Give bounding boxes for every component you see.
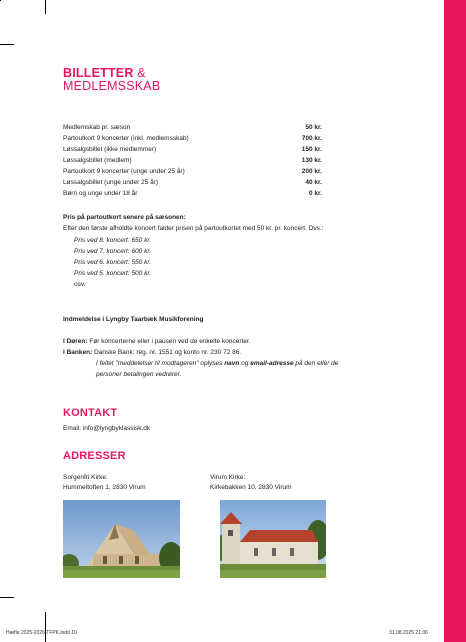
membership-note-line2: personer betalingen vedrører. <box>96 371 182 378</box>
footer-file-info: Hæfte 2025-2026 TFPK.indd 10 <box>6 630 77 636</box>
note-post: på den eller de <box>293 360 339 367</box>
virum-church-photo <box>220 500 326 578</box>
price-label: Medlemskab pr. sæson <box>63 124 131 131</box>
bank-label: I Banken: <box>63 349 93 356</box>
season-price-intro: Efter den første afholdte koncert falder prisen på partoutkortet med 50 kr. pr. koncert. Dvs.: <box>63 225 324 232</box>
note-mid: og <box>239 360 251 367</box>
note-email: email-adresse <box>250 360 294 367</box>
membership-bank <box>63 348 241 358</box>
contact-heading: KONTAKT <box>63 407 118 419</box>
note-name: navn <box>224 360 240 367</box>
price-value: 700 kr. <box>301 135 322 142</box>
price-label: Løssalgsbillet (medlem) <box>63 157 132 164</box>
price-value: 0 kr. <box>308 190 322 197</box>
price-value: 40 kr. <box>305 179 322 186</box>
membership-door <box>63 337 251 347</box>
price-label: Partoutkort 9 koncerter (unge under 25 år) <box>63 168 185 175</box>
price-value: 130 kr. <box>301 157 322 164</box>
venue-name: Virum Kirke: <box>210 474 246 481</box>
membership-note <box>96 359 338 369</box>
season-price-item: Pris ved 7. koncert: 600 kr. <box>74 248 152 255</box>
venue-sorgenfri <box>63 473 146 493</box>
sorgenfri-church-photo <box>63 500 180 578</box>
crop-mark <box>0 597 14 598</box>
price-value: 50 kr. <box>305 124 322 131</box>
price-label: Løssalgsbillet (ikke medlemmer) <box>63 146 157 153</box>
note-pre: I feltet "meddelelser til modtageren" oplyses <box>96 360 225 367</box>
venue-virum <box>210 473 292 493</box>
season-price-heading: Pris på partoutkort senere på sæsonen: <box>63 214 186 221</box>
price-label: Børn og unge under 18 år <box>63 190 138 197</box>
season-price-item: osv. <box>74 281 86 288</box>
membership-heading: Indmeldelse i Lyngby Taarbæk Musikforening <box>63 316 204 323</box>
crop-mark <box>0 44 14 45</box>
price-value: 200 kr. <box>301 168 322 175</box>
price-label: Partoutkort 9 koncerter (inkl. medlemsskab) <box>63 135 189 142</box>
crop-mark <box>45 612 46 642</box>
tickets-title-amp: & <box>133 66 146 80</box>
season-price-item: Pris ved 6. koncert: 550 kr. <box>74 259 152 266</box>
accent-sidebar <box>444 0 466 642</box>
season-price-item: Pris ved 8. koncert: 650 kr. <box>74 237 152 244</box>
crop-mark <box>45 0 46 14</box>
price-label: Løssalgsbillet (unge under 25 år) <box>63 179 159 186</box>
season-price-item: Pris ved 5. koncert: 500 kr. <box>74 270 152 277</box>
venue-address: Kirkebakken 10, 2830 Virum <box>210 484 292 491</box>
bank-text: Danske Bank: reg. nr. 1551 og konto nr. 230 72 86. <box>92 349 242 356</box>
season-price-list <box>74 235 151 290</box>
addresses-heading: ADRESSER <box>63 450 126 462</box>
footer-timestamp: 31.08.2025 21.06 <box>389 630 428 636</box>
price-value: 150 kr. <box>301 146 322 153</box>
venue-address: Hummeltoften 1, 2830 Virum <box>63 484 146 491</box>
tickets-heading <box>63 67 160 93</box>
contact-email[interactable]: Email: info@lyngbyklassisk.dk <box>63 425 151 432</box>
tickets-title-bold: BILLETTER <box>63 66 134 80</box>
venue-name: Sorgenfri Kirke: <box>63 474 108 481</box>
door-text: Før koncerterne eller i pausen ved de enkelte koncerter. <box>87 338 251 345</box>
door-label: I Døren: <box>63 338 88 345</box>
tickets-title-line2: MEDLEMSSKAB <box>63 79 161 93</box>
